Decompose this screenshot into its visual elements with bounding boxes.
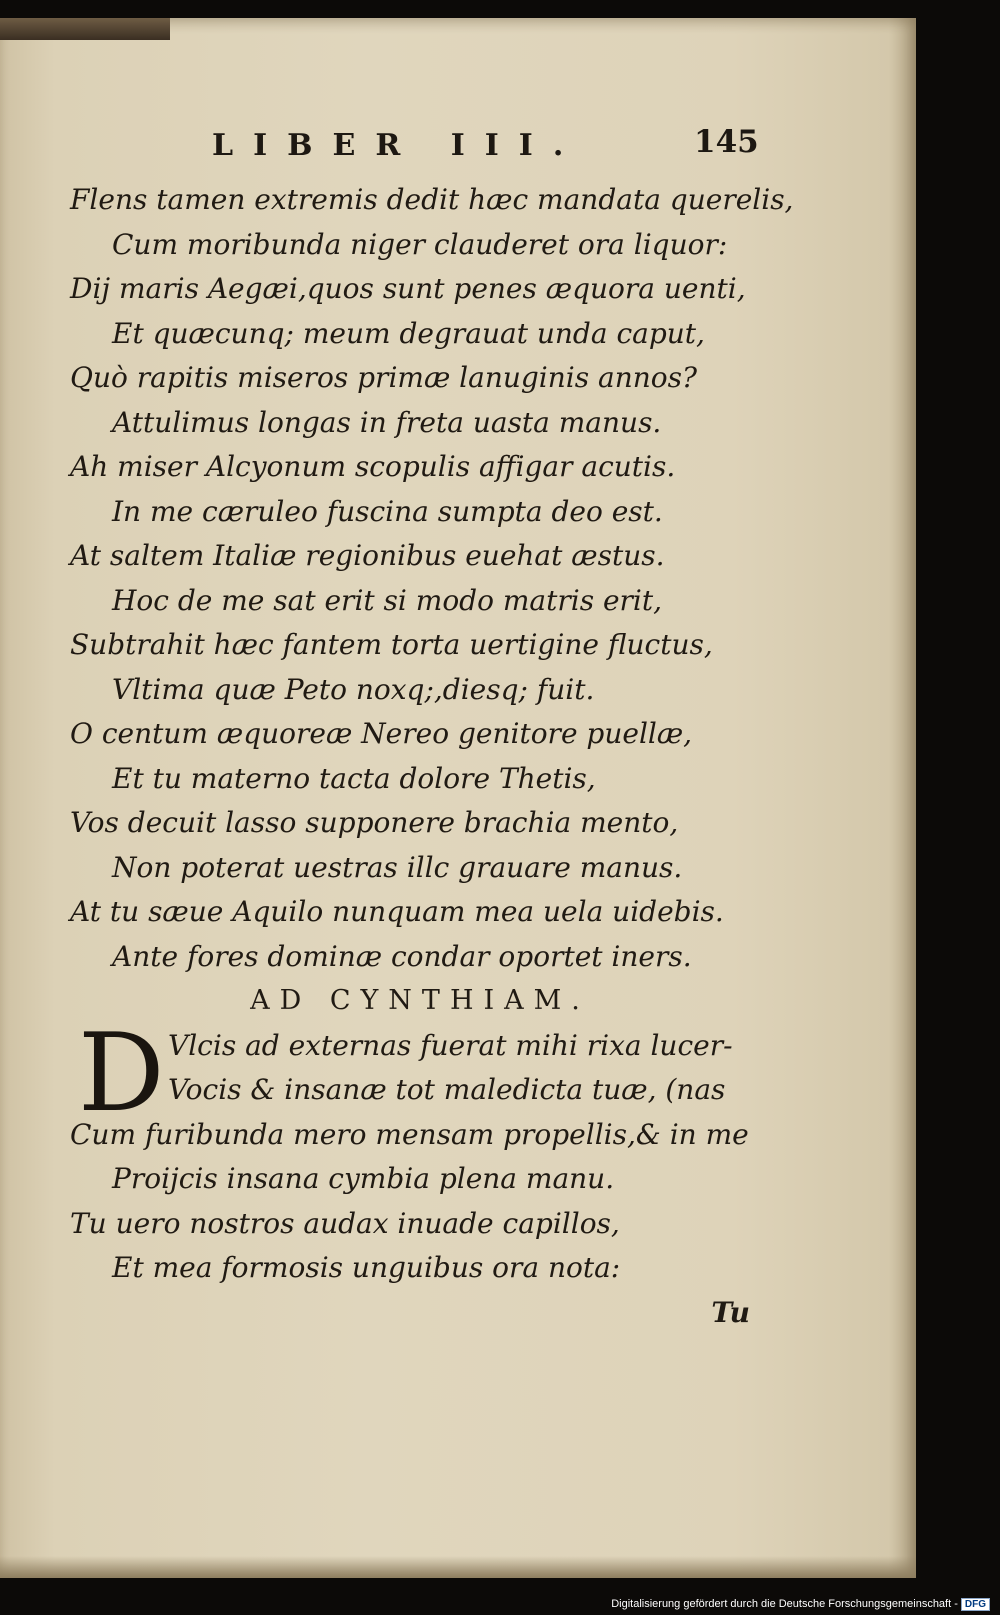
verse-line: Vos decuit lasso supponere brachia mento, bbox=[70, 806, 679, 839]
verse-line: Attulimus longas in freta uasta manus. bbox=[112, 405, 662, 439]
verse-line: Proijcis insana cymbia plena manu. bbox=[112, 1162, 615, 1195]
verse-line: Non poterat uestras illc grauare manus. bbox=[112, 850, 683, 884]
verse-line: Ante fores dominæ condar oportet iners. bbox=[112, 939, 692, 973]
book-page bbox=[0, 18, 916, 1578]
running-head-title: LIBER III. bbox=[212, 128, 584, 163]
drop-capital: D bbox=[78, 1010, 165, 1136]
verse-line: Vltima quæ Peto noxq;,diesq; fuit. bbox=[112, 672, 595, 706]
credit-text: Digitalisierung gefördert durch die Deutsche Forschungsgemeinschaft - bbox=[611, 1598, 958, 1610]
verse-line: At saltem Italiæ regionibus euehat æstus. bbox=[70, 539, 665, 572]
verse-line: Quò rapitis miseros primæ lanuginis annos? bbox=[70, 361, 698, 394]
verse-line: Tu uero nostros audax inuade capillos, bbox=[70, 1206, 620, 1240]
verse-line: Flens tamen extremis dedit hæc mandata querelis, bbox=[70, 183, 794, 216]
page-bottom-edge bbox=[0, 1556, 916, 1578]
verse-line: At tu sæue Aquilo nunquam mea uela uidebis. bbox=[70, 895, 724, 928]
verse-line: Vocis & insanæ tot maledicta tuæ, (nas bbox=[168, 1073, 726, 1106]
verse-line: Ah miser Alcyonum scopulis affigar acutis. bbox=[70, 450, 676, 483]
dfg-logo: DFG bbox=[961, 1598, 990, 1611]
verse-line: Subtrahit hæc fantem torta uertigine fluctus, bbox=[70, 628, 713, 661]
verse-line: Cum furibunda mero mensam propellis,& in me bbox=[70, 1117, 749, 1151]
verse-line: Et mea formosis unguibus ora nota: bbox=[112, 1251, 621, 1284]
digitization-credit bbox=[611, 1598, 990, 1611]
binding-shadow bbox=[0, 18, 170, 40]
verse-line: In me cæruleo fuscina sumpta deo est. bbox=[112, 494, 663, 528]
verse-line: Vlcis ad externas fuerat mihi rixa lucer- bbox=[168, 1028, 733, 1062]
verse-line: Cum moribunda niger clauderet ora liquor: bbox=[112, 227, 728, 261]
verse-line: Dij maris Aegæi,quos sunt penes æquora uenti, bbox=[70, 272, 746, 305]
verse-line: Et quæcunq; meum degrauat unda caput, bbox=[112, 316, 705, 350]
section-heading: AD CYNTHIAM. bbox=[250, 985, 590, 1016]
verse-line: Et tu materno tacta dolore Thetis, bbox=[112, 761, 596, 795]
catchword: Tu bbox=[711, 1295, 750, 1329]
page-number: 145 bbox=[694, 124, 759, 160]
verse-line: O centum æquoreæ Nereo genitore puellæ, bbox=[70, 717, 693, 750]
poem-text bbox=[70, 178, 794, 1335]
verse-line: Hoc de me sat erit si modo matris erit, bbox=[112, 583, 663, 617]
